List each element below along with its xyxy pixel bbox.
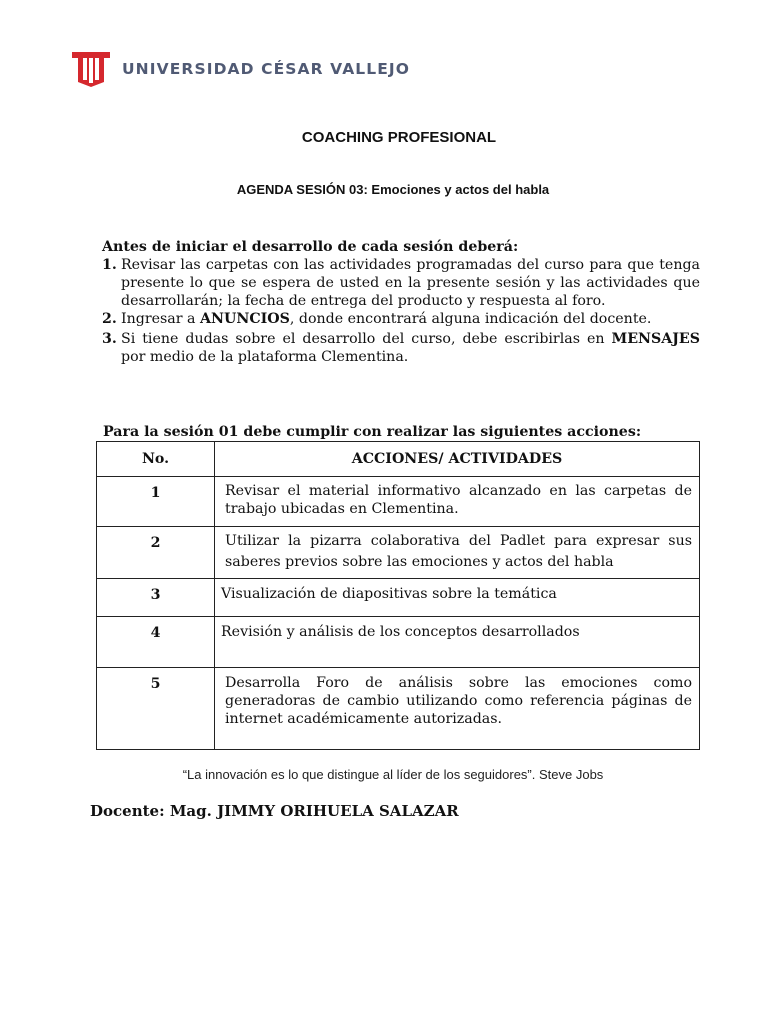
instructions-section	[102, 238, 700, 366]
instruction-text-part: Ingresar a	[121, 311, 201, 327]
session-actions-heading: Para la sesión 01 debe cumplir con realizar las siguientes acciones:	[103, 424, 642, 440]
row-action: Revisar el material informativo alcanzado en las carpetas de trabajo ubicadas en Clementina.	[215, 477, 700, 527]
announcements-keyword: ANUNCIOS	[200, 311, 290, 327]
instruction-text	[121, 310, 700, 328]
row-number: 1	[97, 477, 215, 527]
instruction-item	[102, 256, 700, 310]
row-action: Visualización de diapositivas sobre la temática	[215, 579, 700, 617]
session-agenda-title: AGENDA SESIÓN 03: Emociones y actos del habla	[236, 182, 550, 197]
row-action: Revisión y análisis de los conceptos desarrollados	[215, 617, 700, 668]
table-header-row	[97, 442, 700, 477]
instruction-text	[121, 330, 700, 366]
instruction-number: 2.	[102, 311, 117, 327]
instruction-item	[102, 330, 700, 366]
row-number: 2	[97, 527, 215, 579]
instructions-heading: Antes de iniciar el desarrollo de cada sesión deberá:	[102, 239, 519, 255]
row-action: Desarrolla Foro de análisis sobre las emociones como generadoras de cambio utilizando como referencia páginas de internet académicamente autorizadas.	[215, 668, 700, 750]
instruction-number: 3.	[102, 331, 117, 347]
table-row	[97, 668, 700, 750]
instruction-number: 1.	[102, 257, 117, 273]
document-title: COACHING PROFESIONAL	[301, 129, 497, 146]
table-row	[97, 579, 700, 617]
instruction-text-part: , donde encontrará alguna indicación del docente.	[289, 311, 652, 327]
row-number: 4	[97, 617, 215, 668]
university-crest-icon	[70, 48, 112, 88]
column-header-no: No.	[97, 442, 215, 477]
teacher-signature: Docente: Mag. JIMMY ORIHUELA SALAZAR	[90, 802, 459, 820]
table-row	[97, 527, 700, 579]
column-header-actions: ACCIONES/ ACTIVIDADES	[215, 442, 700, 477]
row-number: 5	[97, 668, 215, 750]
university-logo	[70, 48, 411, 92]
instruction-item	[102, 310, 700, 328]
table-row	[97, 617, 700, 668]
row-action: Utilizar la pizarra colaborativa del Padlet para expresar sus saberes previos sobre las emociones y actos del habla	[215, 527, 700, 579]
table-row	[97, 477, 700, 527]
instruction-text-part: por medio de la plataforma Clementina.	[121, 349, 409, 365]
actions-table	[96, 441, 700, 750]
instruction-text-part: Si tiene dudas sobre el desarrollo del curso, debe escribirlas en	[121, 331, 612, 347]
instruction-text: Revisar las carpetas con las actividades programadas del curso para que tenga presente lo que se espera de usted en la presente sesión y las actividades que desarrollarán; la fecha de entrega del producto y respuesta al foro.	[121, 257, 700, 309]
messages-keyword: MENSAJES	[611, 331, 700, 347]
quote: “La innovación es lo que distingue al líder de los seguidores”. Steve Jobs	[182, 767, 604, 782]
row-number: 3	[97, 579, 215, 617]
university-name: UNIVERSIDAD CÉSAR VALLEJO	[122, 60, 411, 78]
